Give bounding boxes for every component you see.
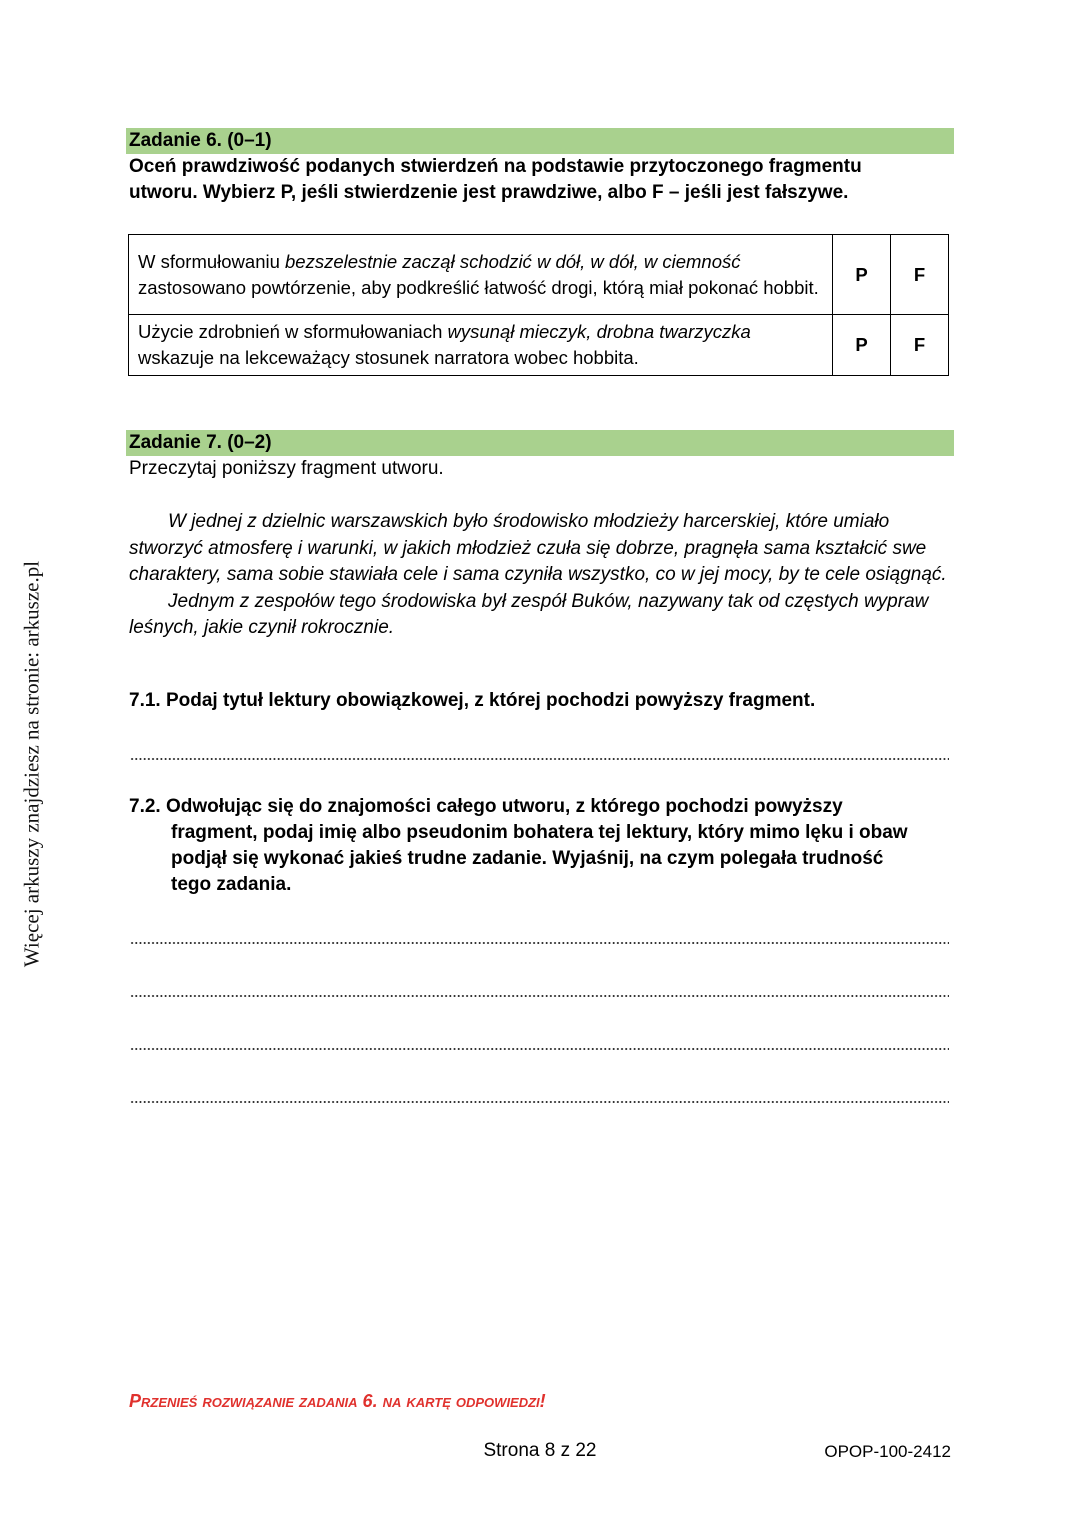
- true-false-table: [128, 234, 949, 376]
- statement-2: [129, 315, 833, 376]
- transfer-note: Przenieś rozwiązanie zadania 6. na kartę odpowiedzi!: [129, 1391, 546, 1411]
- table-row: [129, 315, 949, 376]
- answer-line-7-2d[interactable]: [130, 1101, 949, 1103]
- question-7-2: [129, 794, 959, 898]
- question-7-1: 7.1. Podaj tytuł lektury obowiązkowej, z której pochodzi powyższy fragment.: [129, 690, 816, 711]
- answer-f-2[interactable]: F: [891, 315, 949, 376]
- statement-1-quote: bezszelestnie zaczął schodzić w dół, w dół, w ciemność: [285, 250, 741, 272]
- task7-intro: Przeczytaj poniższy fragment utworu.: [129, 458, 444, 479]
- answer-p-1[interactable]: P: [833, 235, 891, 315]
- question-7-2-line3: podjął się wykonać jakieś trudne zadanie. Wyjaśnij, na czym polegała trudność: [171, 848, 884, 869]
- exam-code: OPOP-100-2412: [824, 1442, 951, 1461]
- question-7-2-line4: tego zadania.: [171, 874, 292, 895]
- sidebar-watermark: Więcej arkuszy znajdziesz na stronie: arkusze.pl: [19, 560, 44, 968]
- statement-1-after: zastosowano powtórzenie, aby podkreślić łatwość drogi, którą miał pokonać hobbit.: [138, 276, 819, 298]
- task6-instruction-line2: utworu. Wybierz P, jeśli stwierdzenie jest prawdziwe, albo F – jeśli jest fałszywe.: [129, 182, 849, 203]
- statement-2-before: Użycie zdrobnień w sformułowaniach: [138, 321, 448, 342]
- question-7-2-line2: fragment, podaj imię albo pseudonim bohatera tej lektury, który mimo lęku i obaw: [171, 822, 908, 843]
- page-number: Strona 8 z 22: [483, 1440, 597, 1461]
- statement-2-quote: wysunął mieczyk, drobna twarzyczka: [447, 321, 751, 342]
- answer-p-2[interactable]: P: [833, 315, 891, 376]
- statement-1-before: W sformułowaniu: [138, 250, 286, 272]
- literary-fragment: [129, 509, 959, 642]
- task6-header: Zadanie 6. (0–1): [126, 128, 954, 154]
- statement-1: [129, 235, 833, 315]
- table-row: [129, 235, 949, 315]
- fragment-paragraph-1: W jednej z dzielnic warszawskich było środowisko młodzieży harcerskiej, które umiało stworzyć atmosferę i warunki, w jakich młodzież czuła się dobrze, pragnęła sama kształcić swe charaktery, sama sobie stawiała cele i sama czyniła wszystko, co w jej mocy, by te cele osiągnąć.: [129, 511, 947, 585]
- answer-line-7-2c[interactable]: [130, 1048, 949, 1050]
- task6-instruction-line1: Oceń prawdziwość podanych stwierdzeń na podstawie przytoczonego fragmentu: [129, 156, 862, 177]
- task7-header: Zadanie 7. (0–2): [126, 430, 954, 456]
- answer-line-7-2a[interactable]: [130, 942, 949, 944]
- question-7-2-line1: 7.2. Odwołując się do znajomości całego utworu, z którego pochodzi powyższy: [129, 796, 843, 817]
- task6-instruction: [129, 154, 949, 206]
- answer-f-1[interactable]: F: [891, 235, 949, 315]
- fragment-paragraph-2: Jednym z zespołów tego środowiska był zespół Buków, nazywany tak od częstych wypraw leśnych, jakie czynił rokrocznie.: [129, 590, 929, 638]
- answer-line-7-1[interactable]: [130, 758, 949, 760]
- answer-line-7-2b[interactable]: [130, 995, 949, 997]
- statement-2-after: wskazuje na lekceważący stosunek narratora wobec hobbita.: [138, 347, 639, 368]
